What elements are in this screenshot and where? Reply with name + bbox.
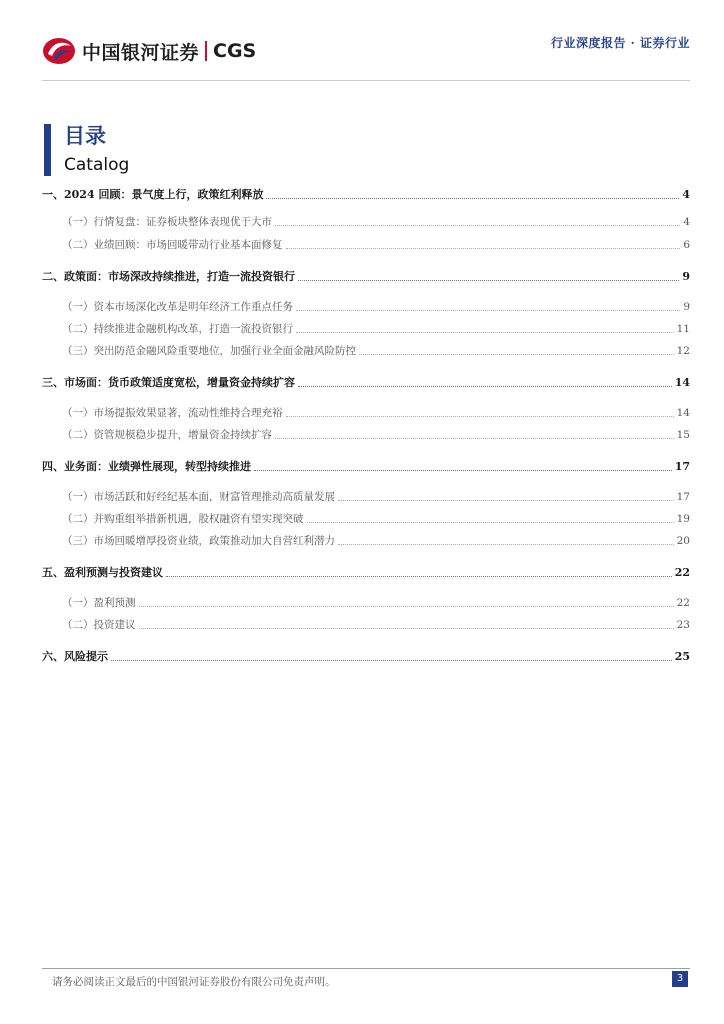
toc-subsection-link[interactable] (42, 534, 690, 548)
toc-section-link[interactable] (42, 376, 690, 390)
toc-entry-text: （二）持续推进金融机构改革，打造一流投资银行 (62, 323, 293, 335)
toc-dot-leader (286, 416, 674, 417)
logo-text-cn: 中国银河证券 (82, 41, 200, 64)
toc-subsection-link[interactable] (42, 344, 690, 358)
toc-section-link[interactable] (42, 270, 690, 284)
brand-logo (42, 36, 256, 66)
logo-text-en: CGS (213, 40, 257, 62)
toc-title-cn: 目录 (64, 123, 106, 148)
toc-entry-text: 五、盈利预测与投资建议 (42, 566, 163, 579)
toc-dot-leader (266, 198, 679, 199)
report-type-label: 行业深度报告 · 证券行业 (550, 36, 690, 50)
toc-page-number: 17 (674, 460, 690, 473)
toc-dot-leader (286, 248, 681, 249)
toc-subsection-link[interactable] (42, 215, 690, 229)
toc-dot-leader (338, 500, 674, 501)
toc-dot-leader (298, 386, 672, 387)
toc-dot-leader (307, 522, 674, 523)
toc-dot-leader (139, 606, 674, 607)
toc-dot-leader (275, 438, 674, 439)
toc-entry-text: 六、风险提示 (42, 650, 108, 663)
toc-page-number: 23 (676, 619, 690, 631)
toc-dot-leader (296, 332, 674, 333)
toc-page-number: 17 (676, 491, 690, 503)
toc-page-number: 9 (682, 270, 690, 283)
toc-dot-leader (359, 354, 674, 355)
footer-disclaimer: 请务必阅读正文最后的中国银河证券股份有限公司免责声明。 (52, 976, 336, 988)
toc-page-number: 14 (674, 376, 690, 389)
toc-dot-leader (139, 628, 674, 629)
toc-page-number: 11 (676, 323, 690, 335)
toc-subsection-link[interactable] (42, 490, 690, 504)
toc-subsection-link[interactable] (42, 322, 690, 336)
toc-entry-text: 二、政策面：市场深改持续推进，打造一流投资银行 (42, 270, 295, 283)
toc-page-number: 4 (683, 216, 690, 228)
toc-subsection-link[interactable] (42, 596, 690, 610)
toc-page-number: 19 (676, 513, 690, 525)
toc-section-link[interactable] (42, 566, 690, 580)
toc-section-link[interactable] (42, 460, 690, 474)
toc-page-number: 20 (676, 535, 690, 547)
toc-entry-text: （一）市场活跃和好经纪基本面，财富管理推动高质量发展 (62, 491, 335, 503)
toc-entry-text: （一）行情复盘：证券板块整体表现优于大市 (62, 216, 272, 228)
toc-entry-text: 四、业务面：业绩弹性展现，转型持续推进 (42, 460, 251, 473)
toc-entry-text: 一、2024 回顾：景气度上行，政策红利释放 (42, 188, 264, 201)
toc-entry-text: （一）资本市场深化改革是明年经济工作重点任务 (62, 301, 293, 313)
toc-section-link[interactable] (42, 650, 690, 664)
page-header (0, 0, 724, 90)
toc-entry-text: （二）业绩回顾：市场回暖带动行业基本面修复 (62, 239, 283, 251)
toc-entry-text: （二）投资建议 (62, 619, 136, 631)
toc-subsection-link[interactable] (42, 406, 690, 420)
page-number: 3 (672, 971, 688, 987)
toc-entry-text: （一）市场提振效果显著，流动性维持合理充裕 (62, 407, 283, 419)
toc-section-link[interactable] (42, 188, 690, 202)
toc-subsection-link[interactable] (42, 238, 690, 252)
toc-page-number: 6 (683, 239, 690, 251)
toc-page-number: 15 (676, 429, 690, 441)
toc-subsection-link[interactable] (42, 618, 690, 632)
toc-page-number: 22 (674, 566, 690, 579)
footer-divider (42, 968, 690, 969)
title-accent-bar (44, 124, 51, 176)
toc-dot-leader (254, 470, 672, 471)
logo-divider (205, 41, 207, 61)
toc-dot-leader (166, 576, 672, 577)
toc-subsection-link[interactable] (42, 428, 690, 442)
toc-dot-leader (298, 280, 679, 281)
toc-entry-text: （三）市场回暖增厚投资业绩，政策推动加大自营红利潜力 (62, 535, 335, 547)
header-divider (42, 80, 690, 81)
toc-entry-text: （二）并购重组举措新机遇，股权融资有望实现突破 (62, 513, 304, 525)
toc-dot-leader (338, 544, 674, 545)
cgs-logo-icon (42, 36, 76, 66)
toc-entry-text: （三）突出防范金融风险重要地位，加强行业全面金融风险防控 (62, 345, 356, 357)
toc-page-number: 22 (676, 597, 690, 609)
toc-subsection-link[interactable] (42, 512, 690, 526)
toc-dot-leader (296, 310, 680, 311)
toc-title-en: Catalog (64, 155, 130, 175)
toc-entry-text: 三、市场面：货币政策适度宽松，增量资金持续扩容 (42, 376, 295, 389)
toc-page-number: 12 (676, 345, 690, 357)
toc-entry-text: （一）盈利预测 (62, 597, 136, 609)
toc-subsection-link[interactable] (42, 300, 690, 314)
toc-page-number: 25 (674, 650, 690, 663)
toc-page-number: 4 (682, 188, 690, 201)
toc-dot-leader (111, 660, 672, 661)
toc-page-number: 9 (683, 301, 690, 313)
toc-dot-leader (275, 225, 680, 226)
toc-entry-text: （二）资管规模稳步提升，增量资金持续扩容 (62, 429, 272, 441)
toc-page-number: 14 (676, 407, 690, 419)
